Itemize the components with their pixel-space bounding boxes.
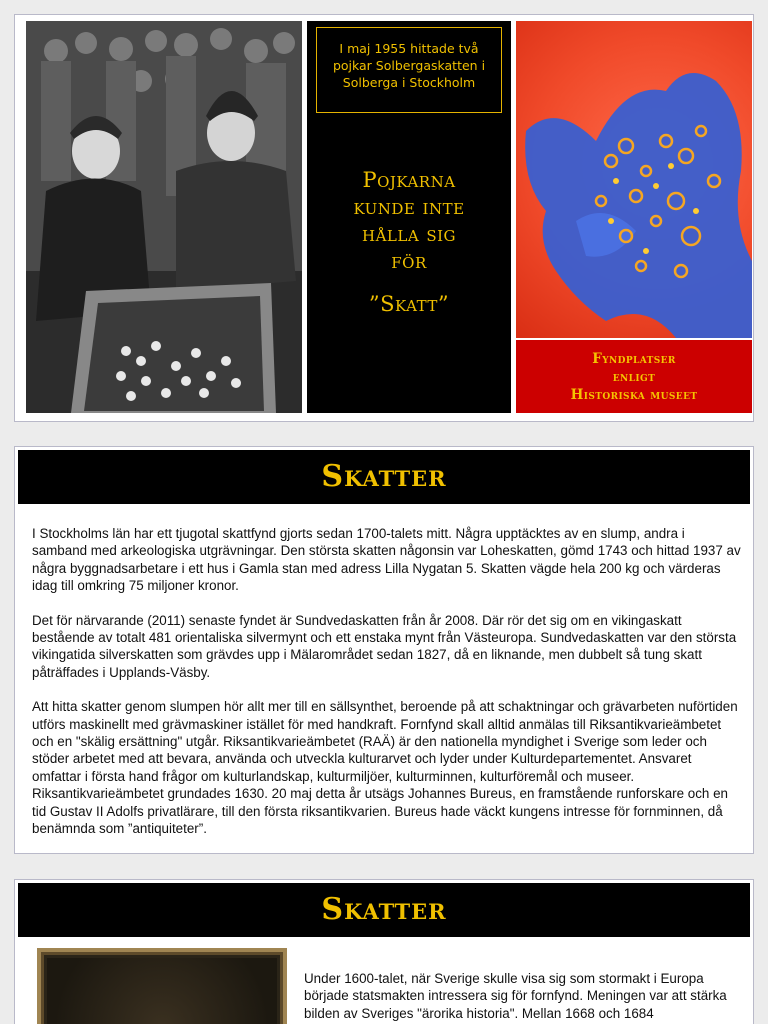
section-title: Skatter — [18, 450, 750, 504]
photo-caption: I maj 1955 hittade två pojkar Solbergaskatten i Solberga i Stockholm — [316, 27, 502, 113]
headline — [307, 167, 511, 318]
paragraph: I Stockholms län har ett tjugotal skattfynd gjorts sedan 1700-talets mitt. Några upptäcktes av en slump, andra i samband med arkeologiska utgrävningar. Den största skatten någonsin var Loheskatten, gömd 1743 och hittad 1937 av några byggnadsarbetare i ett hus i Gamla stan med adress Lilla Nygatan 5. Skatten vägde hela 200 kg och värderas idag till omkring 75 miljoner kronor. — [32, 526, 741, 594]
cover-panel — [14, 14, 754, 422]
headline-spacer — [307, 275, 511, 291]
skatter-page-2 — [14, 879, 754, 1024]
map-caption — [516, 340, 752, 413]
article-body — [32, 525, 742, 855]
headline-line: kunde inte — [353, 195, 465, 219]
headline-line: hålla sig — [361, 222, 457, 246]
painting-canvas — [47, 958, 277, 1024]
headline-column — [307, 21, 511, 413]
map-caption-line: Fyndplatser — [592, 351, 676, 367]
paragraph: Det för närvarande (2011) senaste fyndet är Sundvedaskatten från år 2008. Där rör det sig om en vikingaskatt bestående av totalt 481 orientaliska silvermynt och ett enstaka mynt från Västeuropa. Sundvedaskatten var den största vikingatida silverskatten som grävdes upp i Mälarområdet sedan 1827, då en liknande, men dubbelt så tung skatt påträffades i Upplands-Väsby. — [32, 612, 737, 680]
map-caption-line: Historiska museet — [570, 387, 698, 403]
headline-line: ”Skatt” — [368, 292, 450, 316]
headline-line: Pojkarna — [362, 168, 456, 192]
boys-with-treasure-photo — [26, 21, 302, 413]
framed-painting — [37, 948, 287, 1024]
section-title: Skatter — [18, 883, 750, 937]
article-body: Under 1600-talet, när Sverige skulle visa sig som stormakt i Europa började statsmakten intressera sig för fornfynd. Meningen var att stärka bilden av Sveriges "ärorika historia". Mellan 1668 och 1684 — [304, 971, 727, 1021]
find-sites-map — [516, 21, 752, 338]
paragraph: Att hitta skatter genom slumpen hör allt mer till en sällsynthet, beroende på att schaktningar och grävarbeten nuförtiden utförs maskinellt med grävmaskiner istället för med handkraft. Fornfynd skall alltid anmälas till Riksantikvarieämbetet och en "skälig ersättning" utgår. Riksantikvarieämbetet (RAÄ) är den nationella myndighet i Sverige som leder och stöder arbetet med att bevara, använda och utveckla kulturarvet och lyder under Kulturdepartementet. Ansvaret omfattar i första hand frågor om kulturlandskap, kulturmiljöer, kulturminnen, kulturföremål och museer. Riksantikvarieämbetet grundades 1630. 20 maj detta år utsägs Johannes Bureus, en framstående runforskare och en tid Gustav II Adolfs privatlärare, till den första riksantikvarien. Bureus hade väckt kungens intresse för fornminnen, då benämnda som ”antiquiteter”. — [32, 699, 738, 837]
headline-line: för — [391, 249, 427, 273]
skatter-page — [14, 446, 754, 854]
map-caption-line: enligt — [612, 369, 656, 385]
